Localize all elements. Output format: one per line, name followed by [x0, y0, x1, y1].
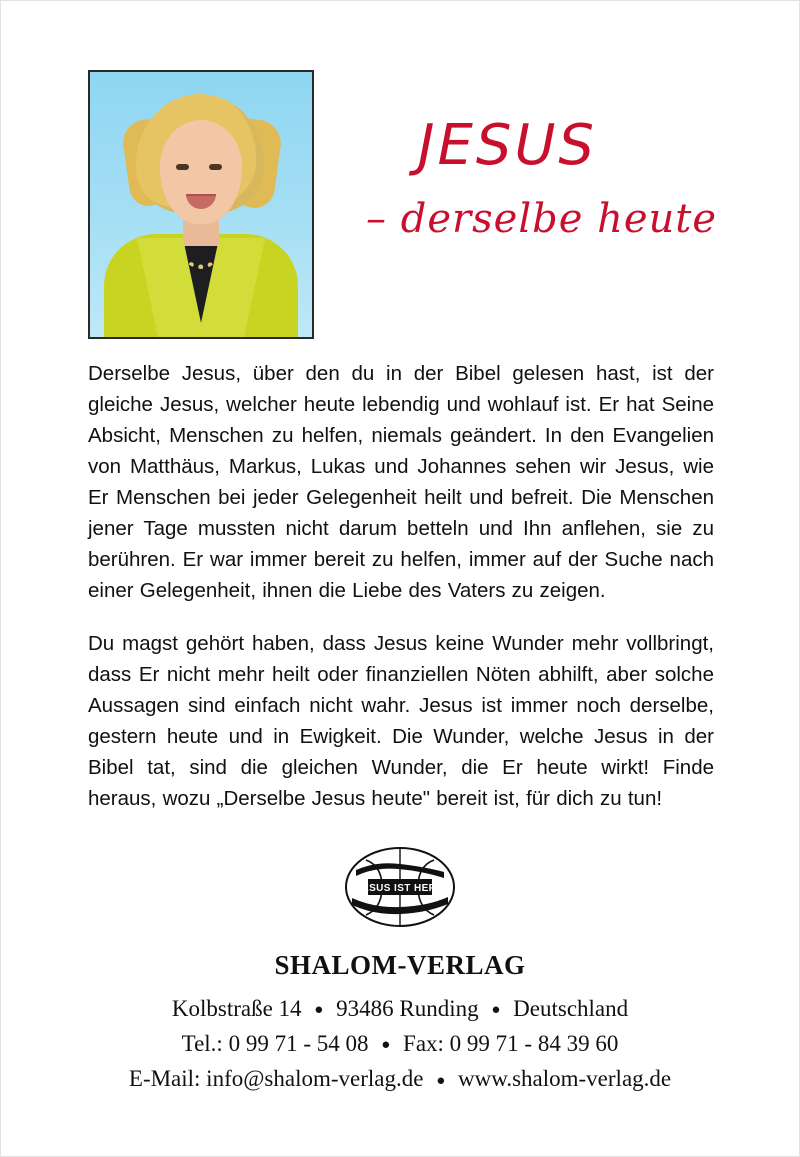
blurb-paragraph: Derselbe Jesus, über den du in der Bibel gelesen hast, ist der gleiche Jesus, welcher heute lebendig und wohlauf ist. Er hat Seine Absicht, Menschen zu helfen, niemals geändert. In den Evangelien von Matthäus, Markus, Lukas und Johannes sehen wir Jesus, wie Er Menschen bei jeder Gelegenheit heilt und befreit. Die Menschen jener Tage mussten nicht darum betteln und Ihn anflehen, sie zu berühren. Er war immer bereit zu helfen, immer auf der Suche nach einer Gelegenheit, ihnen die Liebe des Vaters zu zeigen.	[88, 362, 714, 602]
cover-blurb	[88, 358, 714, 836]
cover-subtitle: – derselbe heute	[366, 196, 718, 242]
publisher-name: SHALOM-VERLAG	[274, 950, 526, 980]
cover-header	[0, 0, 800, 350]
svg-text:JESUS IST HERR: JESUS IST HERR	[356, 883, 444, 894]
cover-title-block	[340, 113, 780, 242]
fax-number: Fax: 0 99 71 - 84 39 60	[403, 1031, 619, 1057]
bullet-separator: ●	[436, 1072, 446, 1089]
address-street: Kolbstraße 14	[171, 996, 302, 1021]
portrait-eye-right	[209, 164, 222, 170]
author-portrait	[88, 70, 314, 339]
blurb-paragraph: Du magst gehört haben, dass Jesus keine Wunder mehr vollbringt, dass Er nicht mehr heilt oder finanziellen Nöten abhilft, aber solche Aussagen sind einfach nicht wahr. Jesus ist immer noch derselbe, gestern heute und in Ewigkeit. Die Wunder, welche Jesus in der Bibel tat, sind die gleichen Wunder, die Er heute wirkt! Finde heraus, wozu „Derselbe Jesus heute" bereit ist, für dich zu tun!	[88, 632, 714, 810]
publisher-contact	[0, 1027, 800, 1062]
publisher-online	[0, 1062, 800, 1097]
publisher-address	[0, 992, 800, 1027]
website-url[interactable]: www.shalom-verlag.de	[458, 1066, 672, 1092]
email-address[interactable]: E-Mail: info@shalom-verlag.de	[128, 1066, 424, 1092]
globe-icon	[342, 846, 458, 928]
bullet-separator: ●	[381, 1037, 391, 1054]
portrait-eye-left	[176, 164, 189, 170]
bullet-separator: ●	[491, 1002, 501, 1019]
publisher-footer	[0, 950, 800, 1098]
address-country: Deutschland	[513, 996, 629, 1021]
cover-title: JESUS	[418, 113, 597, 178]
address-city: 93486 Runding	[336, 996, 479, 1021]
publisher-logo	[0, 846, 800, 933]
bullet-separator: ●	[314, 1002, 324, 1019]
phone-number: Tel.: 0 99 71 - 54 08	[181, 1031, 369, 1057]
